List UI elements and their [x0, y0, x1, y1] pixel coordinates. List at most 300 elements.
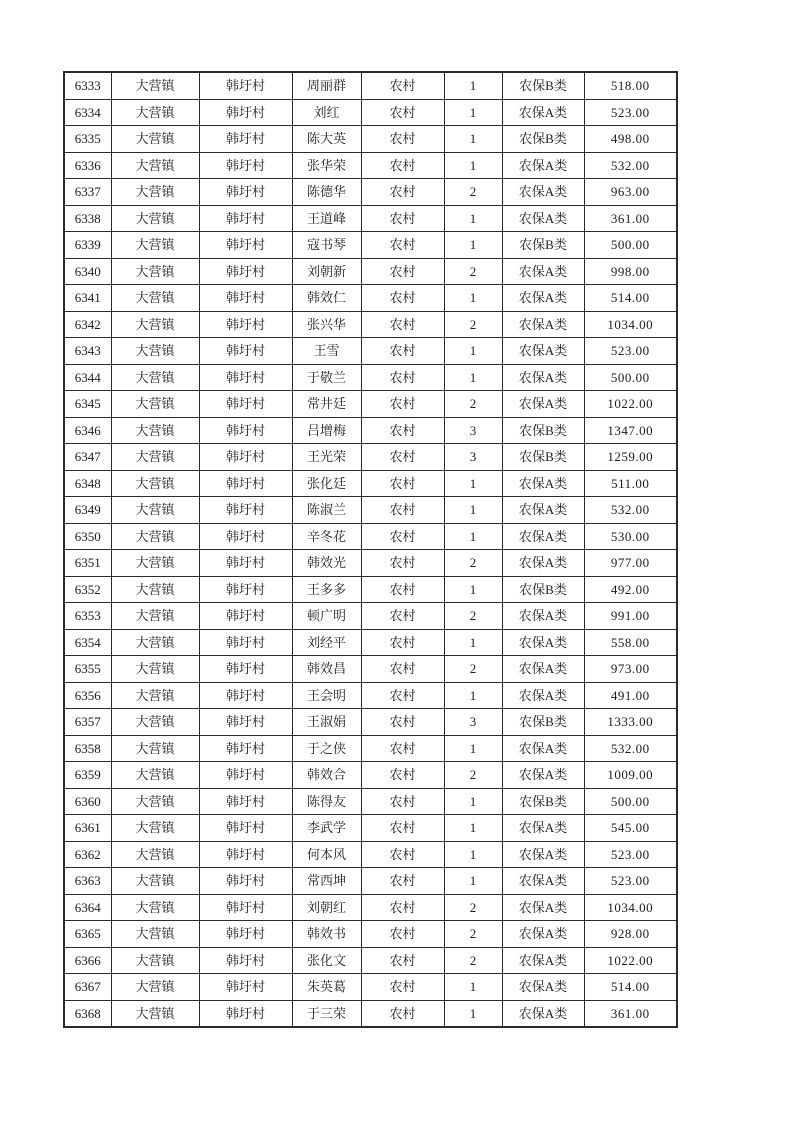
town-cell: 大营镇	[111, 841, 199, 868]
person-count-cell: 1	[444, 232, 502, 259]
town-cell: 大营镇	[111, 974, 199, 1001]
village-cell: 韩圩村	[199, 894, 292, 921]
record-id-cell: 6344	[64, 364, 111, 391]
town-cell: 大营镇	[111, 947, 199, 974]
household-type-cell: 农村	[361, 497, 444, 524]
village-cell: 韩圩村	[199, 682, 292, 709]
table-row	[64, 99, 677, 126]
person-name-cell: 王淑娟	[292, 709, 361, 736]
household-type-cell: 农村	[361, 841, 444, 868]
person-name-cell: 何本风	[292, 841, 361, 868]
person-count-cell: 2	[444, 550, 502, 577]
person-name-cell: 王多多	[292, 576, 361, 603]
town-cell: 大营镇	[111, 99, 199, 126]
village-cell: 韩圩村	[199, 444, 292, 471]
insurance-category-cell: 农保A类	[502, 311, 584, 338]
table-row	[64, 788, 677, 815]
record-id-cell: 6334	[64, 99, 111, 126]
town-cell: 大营镇	[111, 682, 199, 709]
person-name-cell: 陈淑兰	[292, 497, 361, 524]
town-cell: 大营镇	[111, 497, 199, 524]
person-count-cell: 1	[444, 470, 502, 497]
person-name-cell: 周丽群	[292, 72, 361, 99]
record-id-cell: 6338	[64, 205, 111, 232]
household-type-cell: 农村	[361, 550, 444, 577]
insurance-category-cell: 农保A类	[502, 762, 584, 789]
person-name-cell: 韩效书	[292, 921, 361, 948]
table-row	[64, 921, 677, 948]
person-name-cell: 刘朝新	[292, 258, 361, 285]
person-count-cell: 1	[444, 788, 502, 815]
village-cell: 韩圩村	[199, 497, 292, 524]
person-count-cell: 2	[444, 947, 502, 974]
record-id-cell: 6355	[64, 656, 111, 683]
person-name-cell: 王雪	[292, 338, 361, 365]
table-row	[64, 205, 677, 232]
amount-cell: 963.00	[584, 179, 677, 206]
person-name-cell: 王道峰	[292, 205, 361, 232]
town-cell: 大营镇	[111, 444, 199, 471]
insurance-category-cell: 农保A类	[502, 258, 584, 285]
record-id-cell: 6356	[64, 682, 111, 709]
village-cell: 韩圩村	[199, 921, 292, 948]
amount-cell: 498.00	[584, 126, 677, 153]
household-type-cell: 农村	[361, 974, 444, 1001]
person-name-cell: 刘红	[292, 99, 361, 126]
household-type-cell: 农村	[361, 391, 444, 418]
village-cell: 韩圩村	[199, 179, 292, 206]
table-row	[64, 497, 677, 524]
record-id-cell: 6363	[64, 868, 111, 895]
town-cell: 大营镇	[111, 391, 199, 418]
town-cell: 大营镇	[111, 258, 199, 285]
household-type-cell: 农村	[361, 338, 444, 365]
record-id-cell: 6360	[64, 788, 111, 815]
town-cell: 大营镇	[111, 656, 199, 683]
person-count-cell: 1	[444, 497, 502, 524]
record-id-cell: 6361	[64, 815, 111, 842]
town-cell: 大营镇	[111, 72, 199, 99]
person-name-cell: 陈德华	[292, 179, 361, 206]
person-count-cell: 1	[444, 629, 502, 656]
table-row	[64, 258, 677, 285]
record-id-cell: 6354	[64, 629, 111, 656]
table-row	[64, 72, 677, 99]
benefits-table	[63, 71, 678, 1028]
village-cell: 韩圩村	[199, 815, 292, 842]
household-type-cell: 农村	[361, 788, 444, 815]
village-cell: 韩圩村	[199, 258, 292, 285]
person-name-cell: 刘经平	[292, 629, 361, 656]
insurance-category-cell: 农保A类	[502, 629, 584, 656]
town-cell: 大营镇	[111, 868, 199, 895]
record-id-cell: 6359	[64, 762, 111, 789]
record-id-cell: 6342	[64, 311, 111, 338]
person-name-cell: 张化文	[292, 947, 361, 974]
person-count-cell: 1	[444, 285, 502, 312]
record-id-cell: 6339	[64, 232, 111, 259]
person-name-cell: 韩效光	[292, 550, 361, 577]
town-cell: 大营镇	[111, 417, 199, 444]
table-row	[64, 603, 677, 630]
town-cell: 大营镇	[111, 629, 199, 656]
table-row	[64, 152, 677, 179]
person-name-cell: 王光荣	[292, 444, 361, 471]
person-count-cell: 2	[444, 391, 502, 418]
amount-cell: 558.00	[584, 629, 677, 656]
insurance-category-cell: 农保A类	[502, 682, 584, 709]
table-row	[64, 232, 677, 259]
table-row	[64, 364, 677, 391]
household-type-cell: 农村	[361, 735, 444, 762]
insurance-category-cell: 农保A类	[502, 1000, 584, 1027]
record-id-cell: 6350	[64, 523, 111, 550]
record-id-cell: 6347	[64, 444, 111, 471]
person-name-cell: 张化廷	[292, 470, 361, 497]
insurance-category-cell: 农保A类	[502, 603, 584, 630]
person-name-cell: 陈得友	[292, 788, 361, 815]
insurance-category-cell: 农保B类	[502, 417, 584, 444]
village-cell: 韩圩村	[199, 762, 292, 789]
village-cell: 韩圩村	[199, 311, 292, 338]
household-type-cell: 农村	[361, 576, 444, 603]
person-count-cell: 1	[444, 841, 502, 868]
insurance-category-cell: 农保A类	[502, 894, 584, 921]
village-cell: 韩圩村	[199, 470, 292, 497]
person-name-cell: 刘朝红	[292, 894, 361, 921]
amount-cell: 361.00	[584, 1000, 677, 1027]
village-cell: 韩圩村	[199, 417, 292, 444]
insurance-category-cell: 农保A类	[502, 205, 584, 232]
table-row	[64, 550, 677, 577]
town-cell: 大营镇	[111, 311, 199, 338]
insurance-category-cell: 农保A类	[502, 815, 584, 842]
person-count-cell: 2	[444, 921, 502, 948]
amount-cell: 518.00	[584, 72, 677, 99]
amount-cell: 500.00	[584, 788, 677, 815]
person-name-cell: 韩效合	[292, 762, 361, 789]
insurance-category-cell: 农保A类	[502, 391, 584, 418]
table-row	[64, 629, 677, 656]
person-count-cell: 3	[444, 444, 502, 471]
person-count-cell: 1	[444, 1000, 502, 1027]
town-cell: 大营镇	[111, 788, 199, 815]
household-type-cell: 农村	[361, 815, 444, 842]
insurance-category-cell: 农保B类	[502, 709, 584, 736]
insurance-category-cell: 农保A类	[502, 99, 584, 126]
person-count-cell: 2	[444, 656, 502, 683]
amount-cell: 1333.00	[584, 709, 677, 736]
record-id-cell: 6368	[64, 1000, 111, 1027]
village-cell: 韩圩村	[199, 709, 292, 736]
amount-cell: 532.00	[584, 497, 677, 524]
record-id-cell: 6366	[64, 947, 111, 974]
table-row	[64, 762, 677, 789]
insurance-category-cell: 农保A类	[502, 523, 584, 550]
town-cell: 大营镇	[111, 550, 199, 577]
person-count-cell: 1	[444, 815, 502, 842]
amount-cell: 523.00	[584, 338, 677, 365]
person-count-cell: 3	[444, 417, 502, 444]
person-count-cell: 1	[444, 868, 502, 895]
amount-cell: 492.00	[584, 576, 677, 603]
amount-cell: 514.00	[584, 974, 677, 1001]
town-cell: 大营镇	[111, 232, 199, 259]
table-row	[64, 311, 677, 338]
person-name-cell: 韩效仁	[292, 285, 361, 312]
amount-cell: 532.00	[584, 152, 677, 179]
record-id-cell: 6345	[64, 391, 111, 418]
insurance-category-cell: 农保A类	[502, 974, 584, 1001]
table-row	[64, 417, 677, 444]
table-row	[64, 815, 677, 842]
insurance-category-cell: 农保A类	[502, 656, 584, 683]
insurance-category-cell: 农保A类	[502, 921, 584, 948]
town-cell: 大营镇	[111, 179, 199, 206]
table-body	[64, 72, 677, 1027]
amount-cell: 545.00	[584, 815, 677, 842]
table-row	[64, 682, 677, 709]
household-type-cell: 农村	[361, 205, 444, 232]
household-type-cell: 农村	[361, 629, 444, 656]
village-cell: 韩圩村	[199, 868, 292, 895]
person-name-cell: 张华荣	[292, 152, 361, 179]
insurance-category-cell: 农保B类	[502, 444, 584, 471]
household-type-cell: 农村	[361, 126, 444, 153]
village-cell: 韩圩村	[199, 550, 292, 577]
village-cell: 韩圩村	[199, 947, 292, 974]
record-id-cell: 6348	[64, 470, 111, 497]
household-type-cell: 农村	[361, 603, 444, 630]
record-id-cell: 6364	[64, 894, 111, 921]
person-name-cell: 吕增梅	[292, 417, 361, 444]
household-type-cell: 农村	[361, 1000, 444, 1027]
table-row	[64, 126, 677, 153]
household-type-cell: 农村	[361, 709, 444, 736]
town-cell: 大营镇	[111, 921, 199, 948]
person-count-cell: 3	[444, 709, 502, 736]
insurance-category-cell: 农保A类	[502, 550, 584, 577]
record-id-cell: 6353	[64, 603, 111, 630]
person-count-cell: 2	[444, 258, 502, 285]
village-cell: 韩圩村	[199, 1000, 292, 1027]
person-name-cell: 张兴华	[292, 311, 361, 338]
table-row	[64, 709, 677, 736]
town-cell: 大营镇	[111, 285, 199, 312]
household-type-cell: 农村	[361, 523, 444, 550]
village-cell: 韩圩村	[199, 576, 292, 603]
person-count-cell: 1	[444, 72, 502, 99]
insurance-category-cell: 农保A类	[502, 338, 584, 365]
insurance-category-cell: 农保A类	[502, 735, 584, 762]
person-count-cell: 1	[444, 523, 502, 550]
town-cell: 大营镇	[111, 894, 199, 921]
table-row	[64, 947, 677, 974]
village-cell: 韩圩村	[199, 603, 292, 630]
town-cell: 大营镇	[111, 603, 199, 630]
amount-cell: 1034.00	[584, 311, 677, 338]
village-cell: 韩圩村	[199, 391, 292, 418]
household-type-cell: 农村	[361, 868, 444, 895]
person-count-cell: 1	[444, 974, 502, 1001]
household-type-cell: 农村	[361, 285, 444, 312]
table-row	[64, 656, 677, 683]
person-count-cell: 1	[444, 576, 502, 603]
village-cell: 韩圩村	[199, 126, 292, 153]
insurance-category-cell: 农保A类	[502, 364, 584, 391]
amount-cell: 500.00	[584, 232, 677, 259]
town-cell: 大营镇	[111, 338, 199, 365]
record-id-cell: 6351	[64, 550, 111, 577]
person-name-cell: 韩效昌	[292, 656, 361, 683]
town-cell: 大营镇	[111, 523, 199, 550]
record-id-cell: 6333	[64, 72, 111, 99]
town-cell: 大营镇	[111, 762, 199, 789]
amount-cell: 491.00	[584, 682, 677, 709]
table-row	[64, 179, 677, 206]
amount-cell: 523.00	[584, 868, 677, 895]
table-row	[64, 470, 677, 497]
amount-cell: 1259.00	[584, 444, 677, 471]
person-count-cell: 2	[444, 311, 502, 338]
town-cell: 大营镇	[111, 470, 199, 497]
town-cell: 大营镇	[111, 1000, 199, 1027]
table-row	[64, 841, 677, 868]
table-row	[64, 523, 677, 550]
person-name-cell: 王会明	[292, 682, 361, 709]
village-cell: 韩圩村	[199, 974, 292, 1001]
household-type-cell: 农村	[361, 470, 444, 497]
person-count-cell: 1	[444, 99, 502, 126]
village-cell: 韩圩村	[199, 841, 292, 868]
household-type-cell: 农村	[361, 72, 444, 99]
household-type-cell: 农村	[361, 364, 444, 391]
person-name-cell: 陈大英	[292, 126, 361, 153]
person-name-cell: 于敬兰	[292, 364, 361, 391]
amount-cell: 1009.00	[584, 762, 677, 789]
town-cell: 大营镇	[111, 152, 199, 179]
record-id-cell: 6352	[64, 576, 111, 603]
town-cell: 大营镇	[111, 576, 199, 603]
household-type-cell: 农村	[361, 894, 444, 921]
insurance-category-cell: 农保B类	[502, 576, 584, 603]
insurance-category-cell: 农保A类	[502, 841, 584, 868]
village-cell: 韩圩村	[199, 72, 292, 99]
village-cell: 韩圩村	[199, 338, 292, 365]
village-cell: 韩圩村	[199, 152, 292, 179]
town-cell: 大营镇	[111, 735, 199, 762]
person-count-cell: 1	[444, 205, 502, 232]
insurance-category-cell: 农保A类	[502, 152, 584, 179]
household-type-cell: 农村	[361, 179, 444, 206]
record-id-cell: 6349	[64, 497, 111, 524]
town-cell: 大营镇	[111, 709, 199, 736]
household-type-cell: 农村	[361, 232, 444, 259]
person-count-cell: 1	[444, 735, 502, 762]
person-name-cell: 常西坤	[292, 868, 361, 895]
amount-cell: 973.00	[584, 656, 677, 683]
amount-cell: 1347.00	[584, 417, 677, 444]
record-id-cell: 6335	[64, 126, 111, 153]
person-count-cell: 1	[444, 364, 502, 391]
village-cell: 韩圩村	[199, 523, 292, 550]
table-row	[64, 391, 677, 418]
household-type-cell: 农村	[361, 762, 444, 789]
village-cell: 韩圩村	[199, 788, 292, 815]
village-cell: 韩圩村	[199, 656, 292, 683]
village-cell: 韩圩村	[199, 205, 292, 232]
insurance-category-cell: 农保B类	[502, 232, 584, 259]
town-cell: 大营镇	[111, 815, 199, 842]
person-count-cell: 2	[444, 603, 502, 630]
table-row	[64, 868, 677, 895]
village-cell: 韩圩村	[199, 285, 292, 312]
record-id-cell: 6357	[64, 709, 111, 736]
person-name-cell: 李武学	[292, 815, 361, 842]
table-row	[64, 576, 677, 603]
record-id-cell: 6336	[64, 152, 111, 179]
record-id-cell: 6341	[64, 285, 111, 312]
amount-cell: 530.00	[584, 523, 677, 550]
insurance-category-cell: 农保B类	[502, 788, 584, 815]
person-count-cell: 2	[444, 762, 502, 789]
table-row	[64, 444, 677, 471]
village-cell: 韩圩村	[199, 99, 292, 126]
person-name-cell: 辛冬花	[292, 523, 361, 550]
record-id-cell: 6346	[64, 417, 111, 444]
amount-cell: 1034.00	[584, 894, 677, 921]
person-count-cell: 1	[444, 126, 502, 153]
amount-cell: 1022.00	[584, 391, 677, 418]
person-name-cell: 于三荣	[292, 1000, 361, 1027]
table-row	[64, 338, 677, 365]
table-row	[64, 735, 677, 762]
amount-cell: 523.00	[584, 841, 677, 868]
insurance-category-cell: 农保B类	[502, 126, 584, 153]
record-id-cell: 6343	[64, 338, 111, 365]
person-name-cell: 顿广明	[292, 603, 361, 630]
table-row	[64, 894, 677, 921]
record-id-cell: 6340	[64, 258, 111, 285]
insurance-category-cell: 农保A类	[502, 285, 584, 312]
record-id-cell: 6362	[64, 841, 111, 868]
record-id-cell: 6358	[64, 735, 111, 762]
town-cell: 大营镇	[111, 364, 199, 391]
amount-cell: 998.00	[584, 258, 677, 285]
insurance-category-cell: 农保A类	[502, 470, 584, 497]
insurance-category-cell: 农保A类	[502, 179, 584, 206]
person-count-cell: 2	[444, 179, 502, 206]
person-name-cell: 常井廷	[292, 391, 361, 418]
person-count-cell: 1	[444, 152, 502, 179]
amount-cell: 1022.00	[584, 947, 677, 974]
town-cell: 大营镇	[111, 126, 199, 153]
town-cell: 大营镇	[111, 205, 199, 232]
village-cell: 韩圩村	[199, 735, 292, 762]
person-name-cell: 寇书琴	[292, 232, 361, 259]
amount-cell: 523.00	[584, 99, 677, 126]
household-type-cell: 农村	[361, 444, 444, 471]
table-row	[64, 285, 677, 312]
insurance-category-cell: 农保A类	[502, 497, 584, 524]
amount-cell: 514.00	[584, 285, 677, 312]
record-id-cell: 6365	[64, 921, 111, 948]
household-type-cell: 农村	[361, 947, 444, 974]
amount-cell: 511.00	[584, 470, 677, 497]
insurance-category-cell: 农保B类	[502, 72, 584, 99]
person-count-cell: 2	[444, 894, 502, 921]
person-count-cell: 1	[444, 338, 502, 365]
